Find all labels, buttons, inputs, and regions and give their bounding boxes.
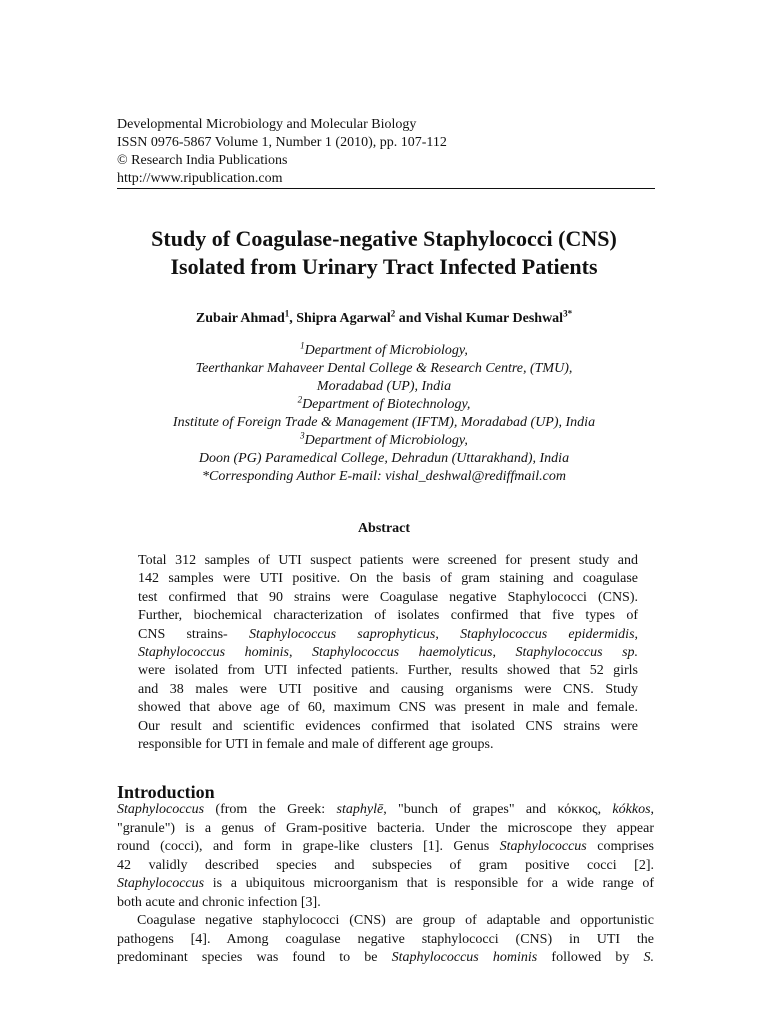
abstract-text: , [288, 644, 312, 660]
abstract-text: , [435, 626, 461, 642]
paper-title [100, 225, 668, 281]
affiliation-2-mark: 2 [297, 394, 303, 405]
author-1: Zubair Ahmad [195, 311, 285, 326]
intro-text: followed by [537, 950, 644, 965]
abstract-heading: Abstract [357, 521, 411, 536]
intro-line [117, 801, 654, 820]
abstract-line: were isolated from UTI infected patients. Further, results showed that 52 girls [138, 663, 638, 679]
journal-header [117, 116, 654, 188]
greek-term: staphylē [336, 802, 384, 817]
affiliation-1-mark: 1 [300, 340, 305, 351]
abstract-line: responsible for UTI in female and male of different age groups. [138, 736, 494, 752]
author-separator-1: , [289, 311, 297, 326]
journal-url[interactable]: http://www.ripublication.com [117, 171, 283, 186]
genus-name: Staphylococcus [117, 802, 205, 817]
abstract-line: Further, biochemical characterization of isolates confirmed that five types of [138, 608, 638, 624]
intro-text: predominant species was found to be [117, 950, 392, 965]
affiliation-1-city: Moradabad (UP), India [316, 379, 452, 394]
title-line-1: Study of Coagulase-negative Staphylococci (CNS) [151, 226, 617, 251]
author-2-affil-mark: 2 [390, 308, 396, 319]
abstract-text: , [634, 626, 639, 642]
intro-text: , [650, 802, 655, 817]
author-list [100, 310, 668, 328]
species-name: Staphylococcus hominis [391, 950, 538, 965]
affiliations [100, 342, 668, 486]
affiliation-2-dept-text: Department of Biotechnology, [302, 397, 471, 412]
genus-name: Staphylococcus [117, 876, 205, 891]
greek-term: kókkos [612, 802, 651, 817]
intro-line [117, 949, 654, 968]
abstract-text: CNS strains- [138, 626, 249, 642]
affiliation-3-dept-text: Department of Microbiology, [304, 433, 468, 448]
title-line-2: Isolated from Urinary Tract Infected Patients [170, 254, 598, 279]
intro-line: both acute and chronic infection [3]. [117, 894, 321, 910]
abstract-line: and 38 males were UTI positive and causing organisms were CNS. Study [138, 681, 638, 697]
abstract-line: 142 samples were UTI positive. On the basis of gram staining and coagulase [138, 571, 638, 587]
abstract-line: test confirmed that 90 strains were Coagulase negative Staphylococci (CNS). [138, 589, 638, 605]
publisher-line: © Research India Publications [117, 153, 288, 168]
affiliation-1-institute: Teerthankar Mahaveer Dental College & Research Centre, (TMU), [195, 361, 573, 376]
intro-line: pathogens [4]. Among coagulase negative staphylococci (CNS) in UTI the [117, 931, 654, 947]
species-name: Staphylococcus saprophyticus [248, 626, 436, 642]
intro-text: round (cocci), and form in grape-like clusters [1]. Genus [117, 839, 500, 854]
species-name: Staphylococcus epidermidis [460, 626, 635, 642]
intro-line [117, 838, 654, 857]
abstract-line [138, 644, 638, 662]
affiliation-1-dept [100, 342, 668, 360]
author-3: Vishal Kumar Deshwal [424, 311, 564, 326]
intro-text: comprises [586, 839, 654, 854]
intro-text: (from the Greek: [204, 802, 337, 817]
species-name: Staphylococcus sp. [515, 644, 639, 660]
intro-text: is a ubiquitous microorganism that is responsible for a wide range of [204, 876, 654, 891]
intro-text: , "bunch of grapes" and κόκκος, [383, 802, 613, 817]
genus-name: Staphylococcus [499, 839, 587, 854]
intro-line [117, 912, 654, 931]
affiliation-2-institute: Institute of Foreign Trade & Management (IFTM), Moradabad (UP), India [172, 415, 596, 430]
author-1-affil-mark: 1 [284, 308, 290, 319]
abstract-line [138, 626, 638, 644]
affiliation-3-mark: 3 [300, 430, 305, 441]
author-separator-2: and [395, 311, 425, 326]
intro-line: "granule") is a genus of Gram-positive bacteria. Under the microscope they appear [117, 820, 654, 836]
journal-name: Developmental Microbiology and Molecular Biology [117, 117, 417, 132]
abstract-body [138, 552, 638, 754]
header-divider [117, 188, 655, 189]
affiliation-3-institute: Doon (PG) Paramedical College, Dehradun (Uttarakhand), India [198, 451, 570, 466]
abstract-line: Total 312 samples of UTI suspect patients were screened for present study and [138, 553, 638, 568]
species-name: S. [643, 950, 655, 965]
affiliation-2-dept [100, 396, 668, 414]
abstract-line: Our result and scientific evidences confirmed that isolated CNS strains were [138, 718, 638, 734]
species-name: Staphylococcus hominis [138, 644, 289, 660]
abstract-line: showed that above age of 60, maximum CNS was present in male and female. [138, 700, 638, 716]
affiliation-3-dept [100, 432, 668, 450]
intro-line [117, 875, 654, 894]
introduction-body [117, 801, 654, 968]
intro-text: Coagulase negative staphylococci (CNS) are group of adaptable and opportunistic [137, 913, 654, 928]
issn-line: ISSN 0976-5867 Volume 1, Number 1 (2010), pp. 107-112 [117, 135, 447, 150]
introduction-heading: Introduction [117, 782, 215, 802]
species-name: Staphylococcus haemolyticus [311, 644, 493, 660]
corresponding-author-email: *Corresponding Author E-mail: vishal_deshwal@rediffmail.com [202, 469, 566, 484]
author-2: Shipra Agarwal [296, 311, 391, 326]
author-3-affil-mark: 3* [563, 308, 573, 319]
abstract-text: , [492, 644, 516, 660]
affiliation-1-dept-text: Department of Microbiology, [304, 343, 468, 358]
intro-line: 42 validly described species and subspecies of gram positive cocci [2]. [117, 857, 654, 873]
